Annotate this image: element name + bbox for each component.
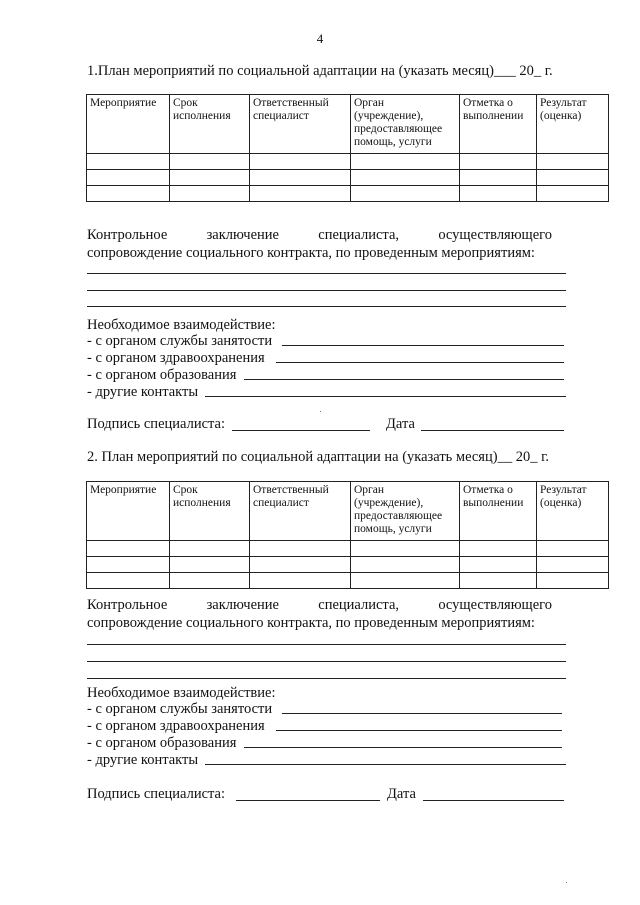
table-cell[interactable] — [351, 557, 460, 573]
interaction-education-field[interactable] — [244, 379, 564, 380]
table-header-row — [87, 95, 609, 154]
interaction-education — [87, 735, 236, 752]
interaction-label: - другие контакты — [87, 752, 199, 768]
plan-table — [86, 94, 609, 202]
interaction-employment — [87, 701, 272, 718]
signature-label: Подпись специалиста: — [87, 416, 225, 432]
table-cell[interactable] — [170, 541, 250, 557]
col-header-responsible: Ответственный специалист — [250, 95, 351, 154]
date-field[interactable] — [423, 800, 564, 801]
interaction-label: - другие контакты — [87, 384, 199, 400]
date-label: Дата — [387, 786, 416, 802]
interaction-label: - с органом здравоохранения — [87, 350, 265, 366]
conclusion-blank-line[interactable] — [87, 644, 566, 645]
table-cell[interactable] — [170, 154, 250, 170]
interaction-other — [87, 384, 198, 401]
interaction-label: - с органом образования — [87, 735, 237, 751]
table-cell[interactable] — [537, 170, 609, 186]
conclusion-blank-line[interactable] — [87, 678, 566, 679]
conclusion-blank-line[interactable] — [87, 273, 566, 274]
interaction-health — [87, 350, 265, 367]
table-cell[interactable] — [460, 541, 537, 557]
interaction-label: - с органом службы занятости — [87, 701, 273, 717]
table-cell[interactable] — [537, 573, 609, 589]
interaction-employment — [87, 333, 272, 350]
col-header-result: Результат (оценка) — [537, 95, 609, 154]
conclusion-text-line1: Контрольное заключение специалиста, осуществляющего — [87, 227, 552, 243]
interaction-education — [87, 367, 236, 384]
signature-field[interactable] — [232, 430, 370, 431]
table-cell[interactable] — [250, 557, 351, 573]
signature-field[interactable] — [236, 800, 380, 801]
table-cell[interactable] — [170, 170, 250, 186]
table-row — [87, 186, 609, 202]
conclusion-blank-line[interactable] — [87, 306, 566, 307]
date-field[interactable] — [421, 430, 564, 431]
table-cell[interactable] — [250, 170, 351, 186]
col-header-activity: Мероприятие — [87, 482, 170, 541]
col-header-result: Результат (оценка) — [537, 482, 609, 541]
conclusion-blank-line[interactable] — [87, 290, 566, 291]
plan-table — [86, 481, 609, 589]
scan-speck — [566, 882, 567, 883]
table-row — [87, 170, 609, 186]
table-cell[interactable] — [250, 573, 351, 589]
table-cell[interactable] — [537, 557, 609, 573]
section-title: 2. План мероприятий по социальной адаптации на (указать месяц)__ 20_ г. — [87, 449, 550, 465]
table-cell[interactable] — [170, 186, 250, 202]
signature-label: Подпись специалиста: — [87, 786, 225, 802]
table-cell[interactable] — [351, 186, 460, 202]
interaction-health — [87, 718, 265, 735]
date-label: Дата — [386, 416, 415, 432]
table-row — [87, 154, 609, 170]
conclusion-text-line2: сопровождение социального контракта, по проведенным мероприятиям: — [87, 615, 535, 631]
table-cell[interactable] — [460, 573, 537, 589]
col-header-organization: Орган (учреждение), предоставляющее помощь, услуги — [351, 95, 460, 154]
conclusion-text-line2: сопровождение социального контракта, по проведенным мероприятиям: — [87, 245, 535, 261]
interaction-health-field[interactable] — [276, 362, 564, 363]
table-cell[interactable] — [250, 541, 351, 557]
table-row — [87, 573, 609, 589]
table-cell[interactable] — [537, 186, 609, 202]
table-cell[interactable] — [460, 557, 537, 573]
interaction-education-field[interactable] — [244, 747, 562, 748]
table-cell[interactable] — [460, 186, 537, 202]
scan-speck — [320, 411, 321, 412]
col-header-completion-mark: Отметка о выполнении — [460, 95, 537, 154]
interaction-employment-field[interactable] — [282, 345, 564, 346]
interaction-other-field[interactable] — [205, 396, 566, 397]
table-cell[interactable] — [460, 170, 537, 186]
table-cell[interactable] — [170, 573, 250, 589]
interaction-other-field[interactable] — [205, 764, 566, 765]
table-cell[interactable] — [460, 154, 537, 170]
table-cell[interactable] — [87, 573, 170, 589]
table-cell[interactable] — [87, 154, 170, 170]
interaction-health-field[interactable] — [276, 730, 562, 731]
col-header-completion-mark: Отметка о выполнении — [460, 482, 537, 541]
table-cell[interactable] — [87, 186, 170, 202]
col-header-deadline: Срок исполнения — [170, 482, 250, 541]
interaction-title: Необходимое взаимодействие: — [87, 317, 276, 333]
table-cell[interactable] — [87, 541, 170, 557]
table-cell[interactable] — [250, 154, 351, 170]
interaction-label: - с органом здравоохранения — [87, 718, 265, 734]
table-cell[interactable] — [351, 573, 460, 589]
section-title: 1.План мероприятий по социальной адаптации на (указать месяц)___ 20_ г. — [87, 63, 553, 79]
table-cell[interactable] — [537, 154, 609, 170]
table-cell[interactable] — [87, 170, 170, 186]
conclusion-text-line1: Контрольное заключение специалиста, осуществляющего — [87, 597, 552, 613]
interaction-label: - с органом образования — [87, 367, 237, 383]
interaction-employment-field[interactable] — [282, 713, 562, 714]
col-header-activity: Мероприятие — [87, 95, 170, 154]
table-row — [87, 541, 609, 557]
col-header-deadline: Срок исполнения — [170, 95, 250, 154]
table-cell[interactable] — [351, 541, 460, 557]
table-cell[interactable] — [537, 541, 609, 557]
page-number: 4 — [316, 31, 324, 46]
interaction-label: - с органом службы занятости — [87, 333, 273, 349]
table-header-row — [87, 482, 609, 541]
interaction-title: Необходимое взаимодействие: — [87, 685, 276, 701]
col-header-responsible: Ответственный специалист — [250, 482, 351, 541]
col-header-organization: Орган (учреждение), предоставляющее помощь, услуги — [351, 482, 460, 541]
table-cell[interactable] — [250, 186, 351, 202]
table-cell[interactable] — [170, 557, 250, 573]
interaction-other — [87, 752, 198, 769]
table-cell[interactable] — [87, 557, 170, 573]
table-row — [87, 557, 609, 573]
conclusion-blank-line[interactable] — [87, 661, 566, 662]
table-cell[interactable] — [351, 170, 460, 186]
table-cell[interactable] — [351, 154, 460, 170]
